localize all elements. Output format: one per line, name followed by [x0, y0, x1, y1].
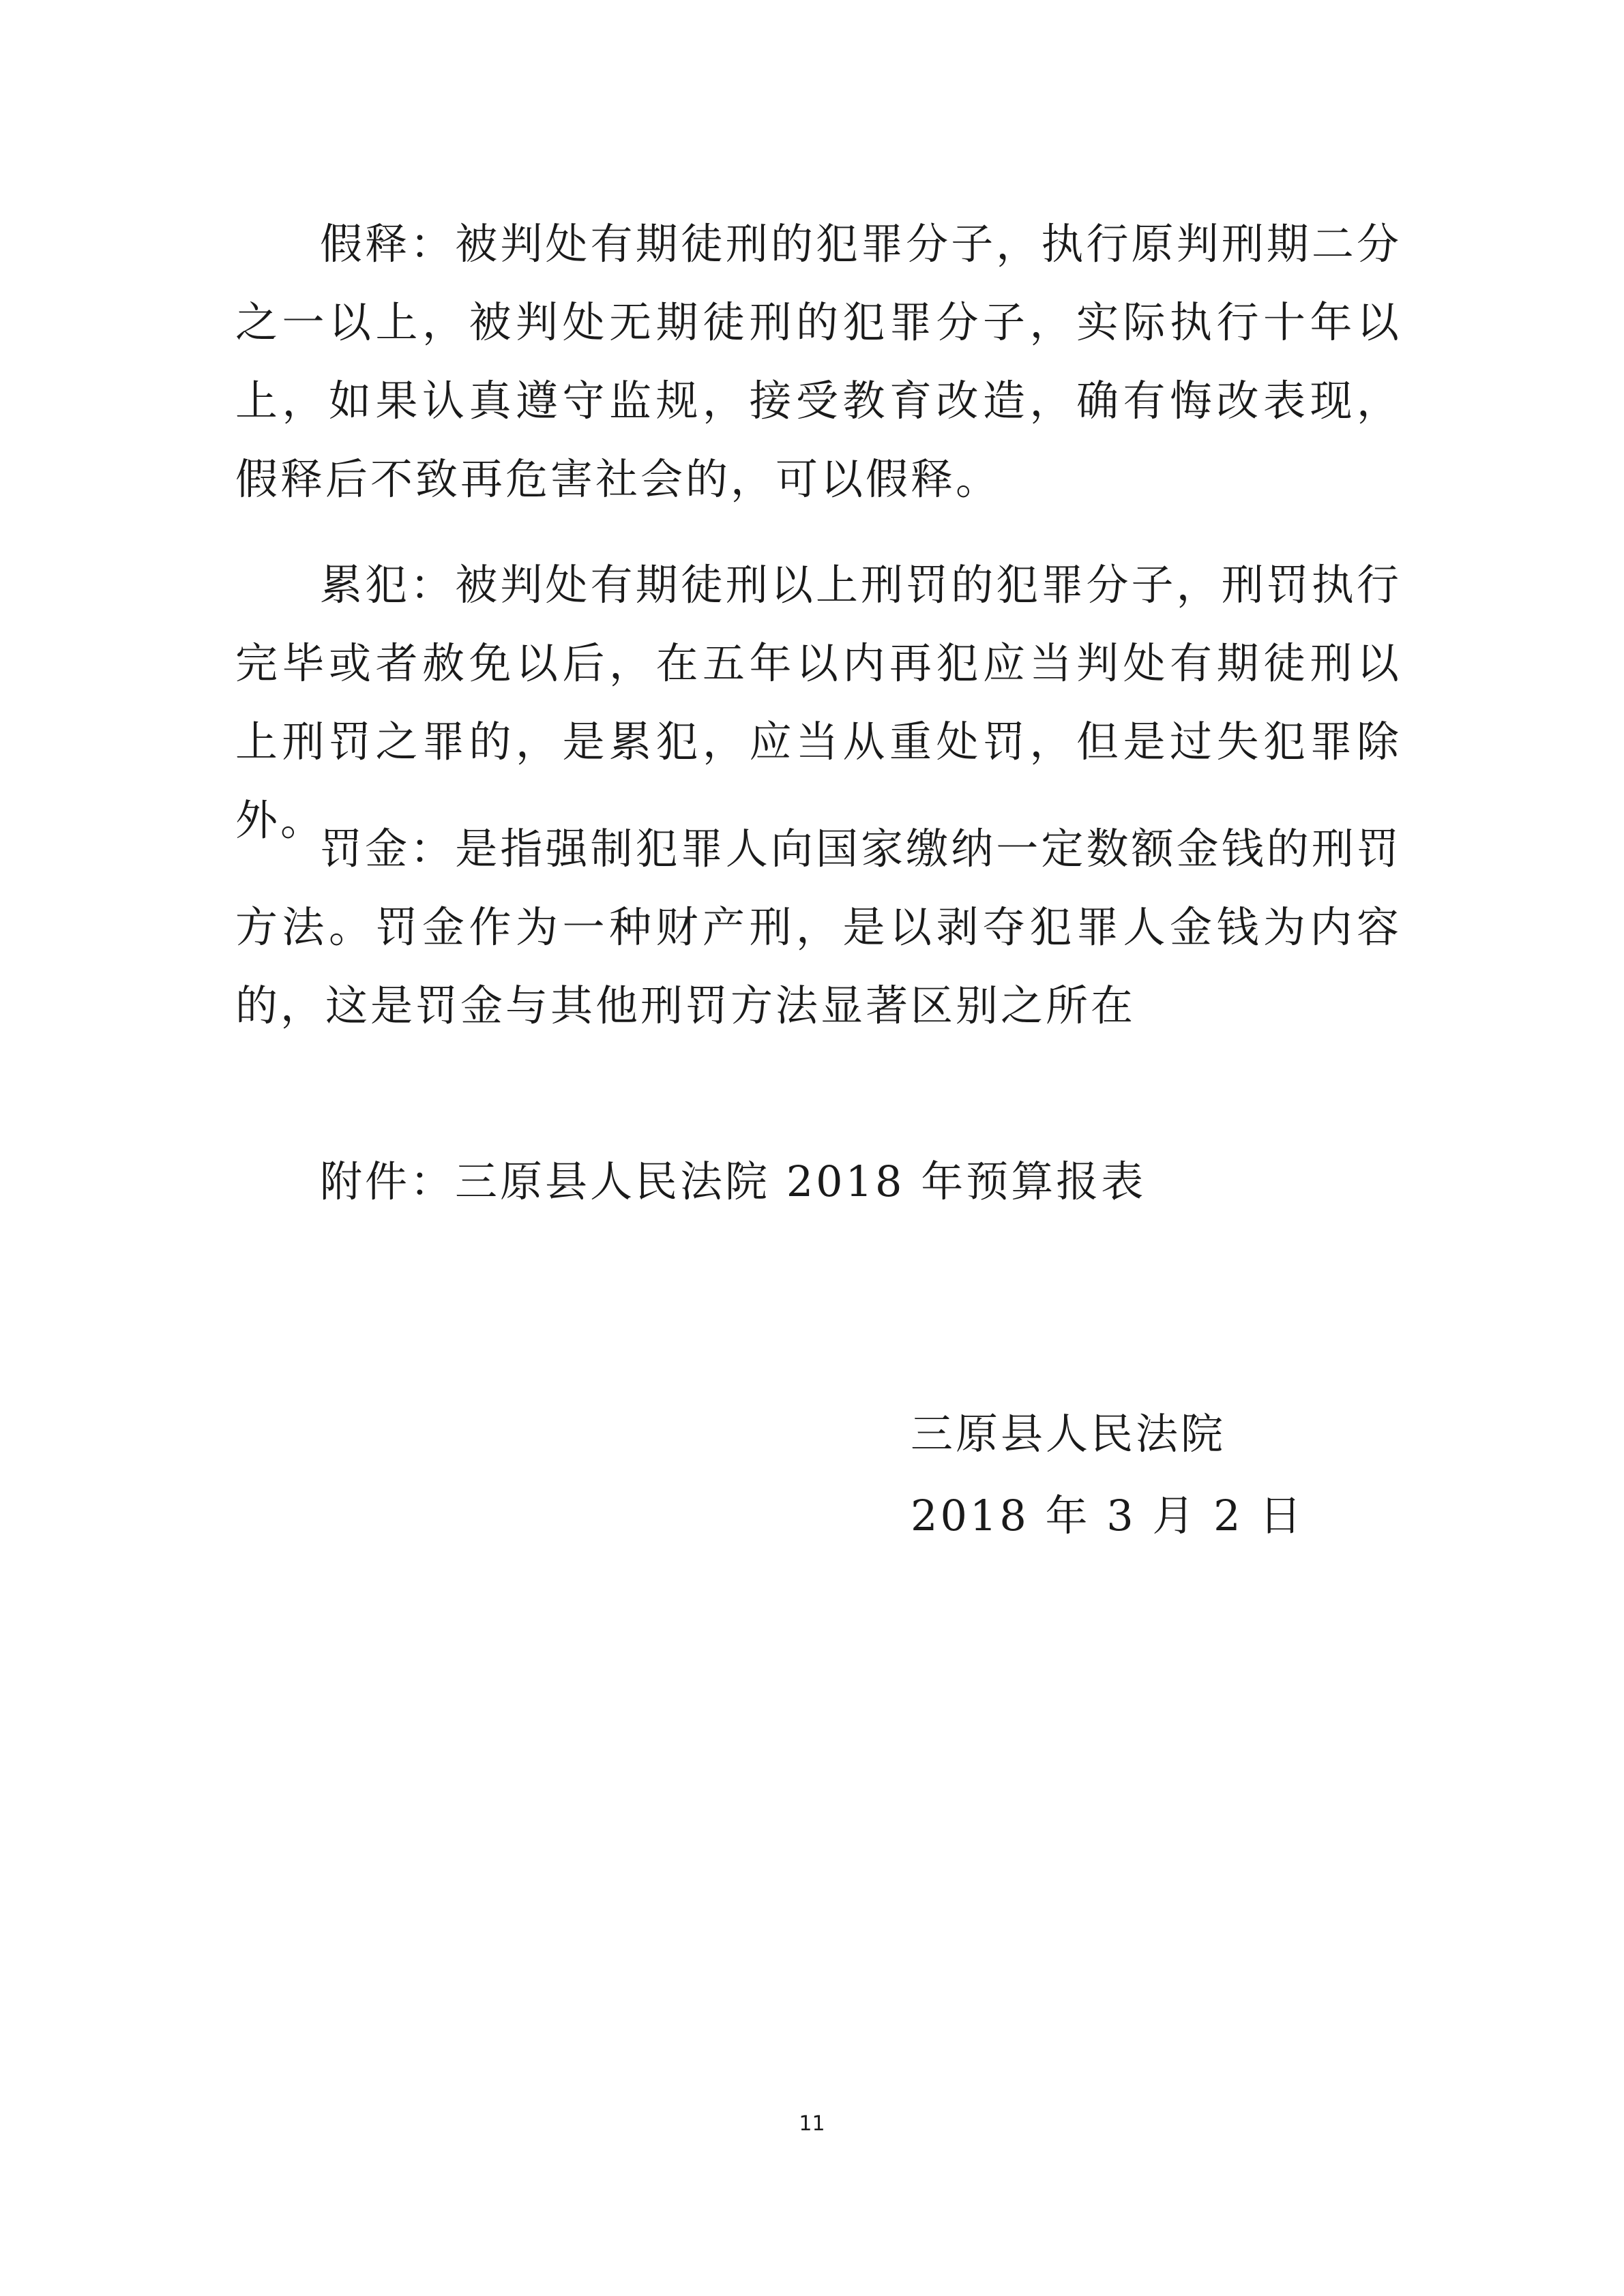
signature-date: 2018 年 3 月 2 日: [911, 1491, 1305, 1540]
paragraph-fine: 罚金：是指强制犯罪人向国家缴纳一定数额金钱的刑罚方法。罚金作为一种财产刑，是以剥夺犯罪人金钱为内容的，这是罚金与其他刑罚方法显著区别之所在: [235, 824, 1402, 1030]
page-number: 11: [799, 2112, 825, 2136]
paragraph-parole: 假释：被判处有期徒刑的犯罪分子，执行原判刑期二分之一以上，被判处无期徒刑的犯罪分子，实际执行十年以上，如果认真遵守监规，接受教育改造，确有悔改表现，假释后不致再危害社会的，可以假释。: [235, 219, 1402, 504]
attachment-line: 附件：三原县人民法院 2018 年预算报表: [320, 1157, 1147, 1206]
signature-organization: 三原县人民法院: [911, 1409, 1226, 1459]
paragraph-recidivism: 累犯：被判处有期徒刑以上刑罚的犯罪分子，刑罚执行完毕或者赦免以后，在五年以内再犯应当判处有期徒刑以上刑罚之罪的，是累犯，应当从重处罚，但是过失犯罪除外。: [235, 560, 1402, 845]
